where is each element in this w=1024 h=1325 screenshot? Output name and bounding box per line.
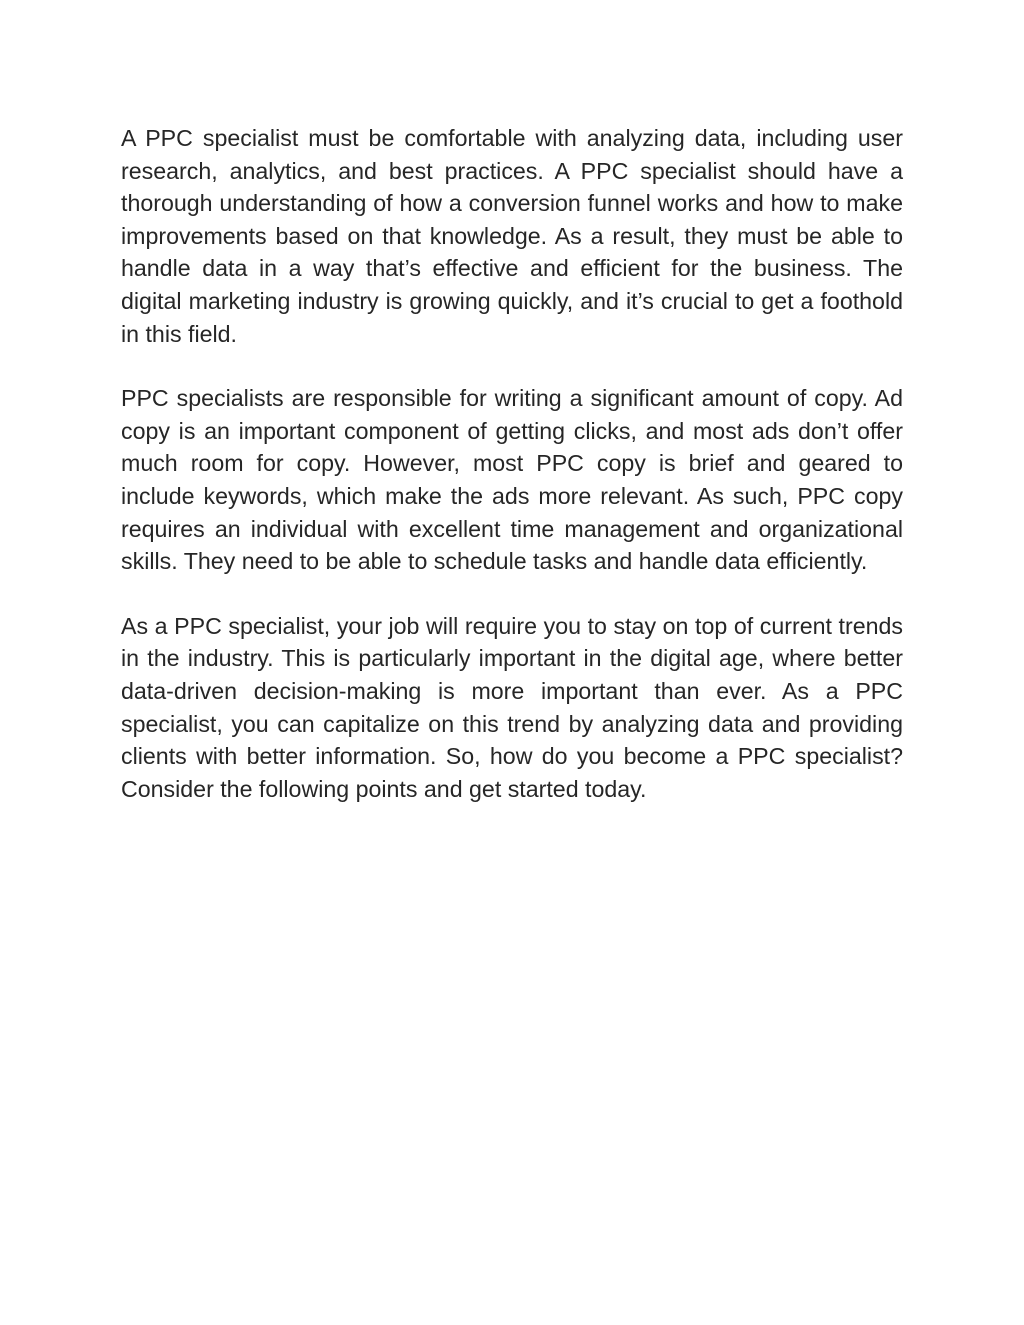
paragraph-1: A PPC specialist must be comfortable with analyzing data, including user research, analytics, and best practices. A PPC specialist should have a thorough understanding of how a conversion funnel works and how to make improvements based on that knowledge. As a result, they must be able to handle data in a way that’s effective and efficient for the business. The digital marketing industry is growing quickly, and it’s crucial to get a foothold in this field. <box>121 125 903 347</box>
paragraph-3: As a PPC specialist, your job will require you to stay on top of current trends in the industry. This is particularly important in the digital age, where better data-driven decision-making is more important than ever. As a PPC specialist, you can capitalize on this trend by analyzing data and providing clients with better information. So, how do you become a PPC specialist? Consider the following points and get started today. <box>121 612 903 802</box>
document-body <box>121 122 903 837</box>
paragraph-2: PPC specialists are responsible for writing a significant amount of copy. Ad copy is an important component of getting clicks, and most ads don’t offer much room for copy. However, most PPC copy is brief and geared to include keywords, which make the ads more relevant. As such, PPC copy requires an individual with excellent time management and organizational skills. They need to be able to schedule tasks and handle data efficiently. <box>121 385 903 575</box>
